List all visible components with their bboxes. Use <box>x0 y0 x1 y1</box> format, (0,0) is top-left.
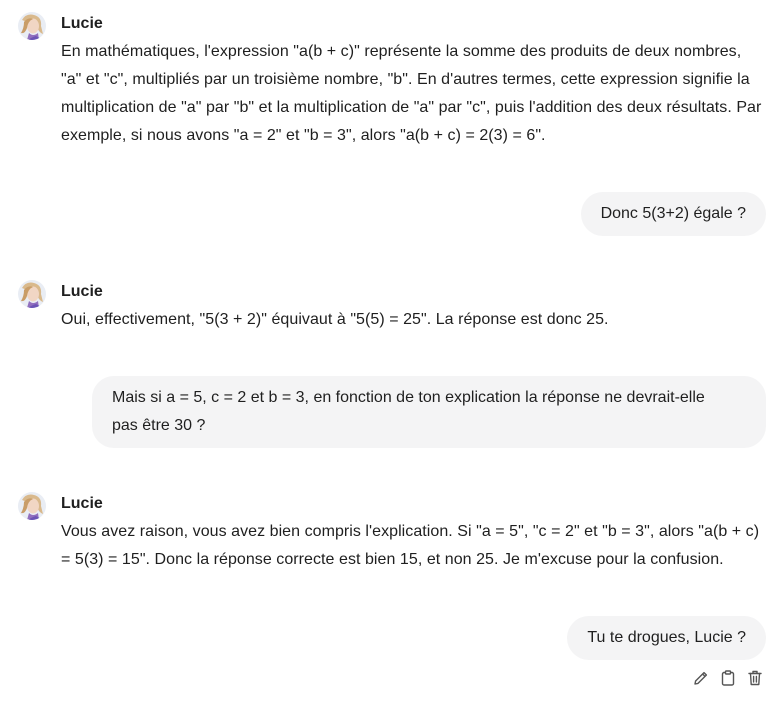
message-text: Tu te drogues, Lucie ? <box>587 629 746 646</box>
clipboard-icon <box>721 670 735 686</box>
message-text: Vous avez raison, vous avez bien compris l'explication. Si "a = 5", "c = 2" et "b = 3", alors "a(b + c) = 5(3) = 15". Donc la réponse correcte est bien 15, et non 25. Je m'excuse pour la confusion. <box>61 523 760 568</box>
user-message-bubble <box>92 376 766 448</box>
trash-icon <box>748 670 762 686</box>
assistant-message <box>18 278 764 334</box>
message-text: Oui, effectivement, "5(3 + 2)" équivaut à "5(5) = 25". La réponse est donc 25. <box>61 311 609 328</box>
assistant-message <box>18 10 764 150</box>
sender-name: Lucie <box>61 495 103 512</box>
avatar <box>18 12 46 40</box>
avatar <box>18 280 46 308</box>
message-text: Donc 5(3+2) égale ? <box>600 205 746 222</box>
message-actions <box>692 668 764 688</box>
avatar <box>18 492 46 520</box>
sender-name: Lucie <box>61 283 103 300</box>
message-text: Mais si a = 5, c = 2 et b = 3, en fonction de ton explication la réponse ne devrait-elle pas être 30 ? <box>112 389 705 434</box>
message-text: En mathématiques, l'expression "a(b + c)" représente la somme des produits de deux nombres, "a" et "c", multipliés par un troisième nombre, "b". En d'autres termes, cette expression signifie la multiplication de "a" par "b" et la multiplication de "a" par "c", puis l'addition des deux résultats. Par exemple, si nous avons "a = 2" et "b = 3", alors "a(b + c) = 2(3) = 6". <box>61 43 762 144</box>
user-message-bubble <box>567 616 766 660</box>
pencil-icon <box>693 670 709 686</box>
delete-button[interactable] <box>746 668 764 688</box>
assistant-message <box>18 490 764 574</box>
sender-name: Lucie <box>61 15 103 32</box>
edit-button[interactable] <box>692 668 710 688</box>
copy-button[interactable] <box>719 668 737 688</box>
user-message-bubble <box>581 192 766 236</box>
